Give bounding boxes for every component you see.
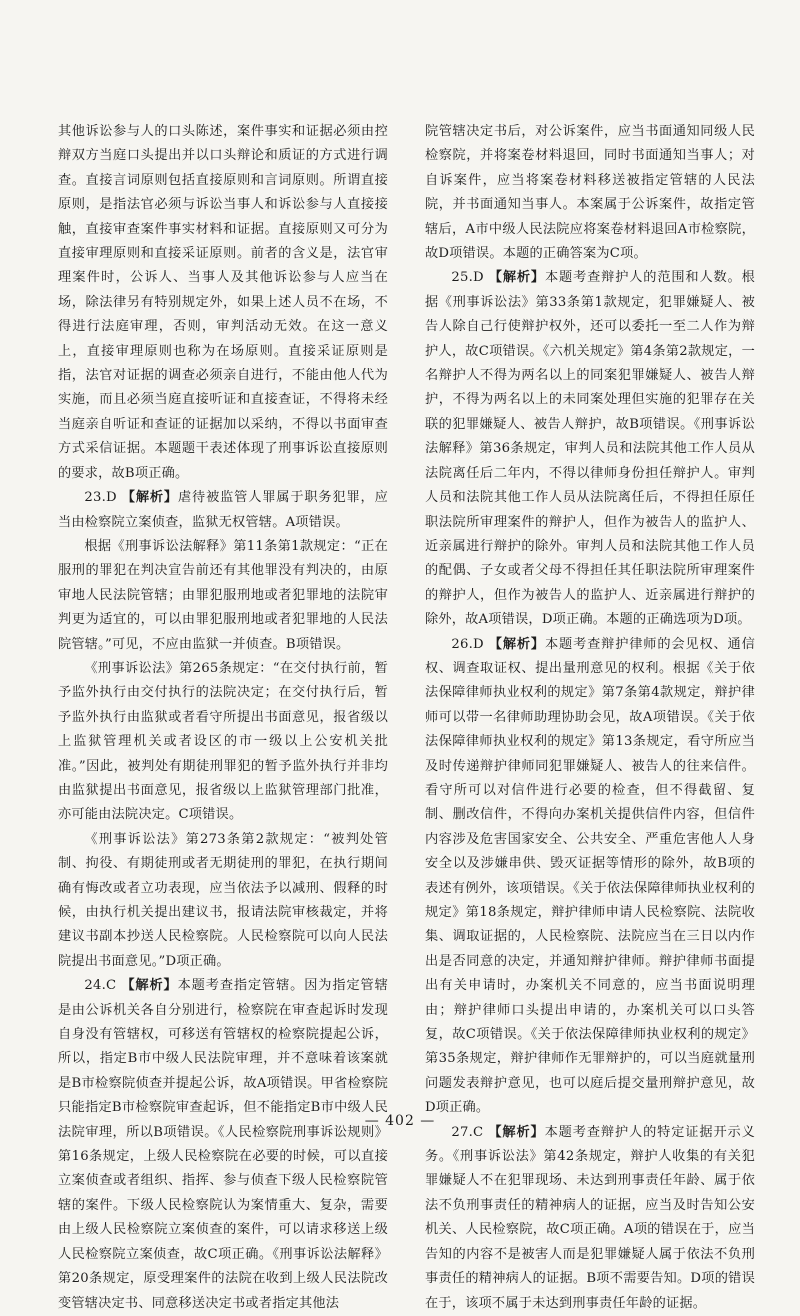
paragraph <box>425 120 755 266</box>
paragraph <box>58 535 388 657</box>
analysis-tag: 【解析】 <box>488 270 545 286</box>
left-column <box>58 120 388 1316</box>
paragraph-text: 本题考查辩护律师的会见权、通信权、调查取证权、提出量刑意见的权利。根据《关于依法保障律师执业权利的规定》第7条第4款规定，辩护律师可以带一名律师助理协助会见，故A项错误。《关于依法保障律师执业权利的规定》第13条规定，看守所应当及时传递辩护律师同犯罪嫌疑人、被告人的往来信件。看守所可以对信件进行必要的检查，但不得截留、复制、删改信件，不得向办案机关提供信件内容，但信件内容涉及危害国家安全、公共安全、严重危害他人人身安全以及涉嫌串供、毁灭证据等情形的除外，故B项的表述有例外，该项错误。《关于依法保障律师执业权利的规定》第18条规定，辩护律师申请人民检察院、法院收集、调取证据的，人民检察院、法院应当在三日以内作出是否同意的决定，并通知辩护律师。辩护律师书面提出有关申请时，办案机关不同意的，应当书面说明理由；辩护律师口头提出申请的，办案机关可以口头答复，故C项错误。《关于依法保障律师执业权利的规定》第35条规定，辩护律师作无罪辩护的，可以当庭就量刑问题发表辩护意见，也可以庭后提交量刑辩护意见，故D项正确。 <box>425 636 755 1116</box>
paragraph <box>425 1121 755 1316</box>
paragraph-text: 24.C <box>84 978 122 994</box>
paragraph <box>425 633 755 1121</box>
paragraph-text: 本题考查指定管辖。因为指定管辖是由公诉机关各自分别进行，检察院在审查起诉时发现自身没有管辖权，可移送有管辖权的检察院提起公诉，所以，指定B市中级人民法院审理，并不意味着该案就是B市检察院侦查并提起公诉，故A项错误。甲省检察院只能指定B市检察院审查起诉，但不能指定B市中级人民法院审理，所以B项错误。《人民检察院刑事诉讼规则》第16条规定，上级人民检察院在必要的时候，可以直接立案侦查或者组织、指挥、参与侦查下级人民检察院管辖的案件。下级人民检察院认为案情重大、复杂，需要由上级人民检察院立案侦查的案件，可以请求移送上级人民检察院立案侦查，故C项正确。《刑事诉讼法解释》第20条规定，原受理案件的法院在收到上级人民法院改变管辖决定书、同意移送决定书或者指定其他法 <box>58 978 388 1311</box>
page-number: — 402 — <box>364 1113 436 1129</box>
paragraph-text: 25.D <box>451 270 489 286</box>
paragraph-text: 根据《刑事诉讼法解释》第11条第1款规定：“正在服刑的罪犯在判决宣告前还有其他罪没有判决的，由原审地人民法院管辖；由罪犯服刑地或者犯罪地的法院审判更为适宜的，可以由罪犯服刑地或者犯罪地的人民法院管辖。”可见，不应由监狱一并侦查。B项错误。 <box>58 538 388 652</box>
paragraph <box>58 657 388 828</box>
paragraph-text: 虐待被监管人罪属于职务犯罪，应当由检察院立案侦查，监狱无权管辖。A项错误。 <box>58 490 388 530</box>
paragraph-text: 26.D <box>451 636 489 652</box>
analysis-tag: 【解析】 <box>488 636 545 652</box>
paragraph-text: 23.D <box>84 490 122 506</box>
analysis-tag: 【解析】 <box>121 978 178 994</box>
paragraph <box>58 486 388 535</box>
paragraph <box>425 266 755 632</box>
paragraph-text: 本题考查辩护人的特定证据开示义务。《刑事诉讼法》第42条规定，辩护人收集的有关犯罪嫌疑人不在犯罪现场、未达到刑事责任年龄、属于依法不负刑事责任的精神病人的证据，应当及时告知公安机关、人民检察院，故C项正确。A项的错误在于，应当告知的内容不是被害人而是犯罪嫌疑人属于依法不负刑事责任的精神病人的证据。B项不需要告知。D项的错误在于，该项不属于未达到刑事责任年龄的证据。 <box>425 1124 755 1311</box>
paragraph-text: 院管辖决定书后，对公诉案件，应当书面通知同级人民检察院，并将案卷材料退回，同时书面通知当事人；对自诉案件，应当将案卷材料移送被指定管辖的人民法院，并书面通知当事人。本案属于公诉案件，故指定管辖后，A市中级人民法院应将案卷材料退回A市检察院，故D项错误。本题的正确答案为C项。 <box>425 124 755 262</box>
analysis-tag: 【解析】 <box>121 490 178 506</box>
paragraph <box>58 974 388 1316</box>
paragraph <box>58 828 388 974</box>
right-column <box>425 120 755 1316</box>
paragraph-text: 本题考查辩护人的范围和人数。根据《刑事诉讼法》第33条第1款规定，犯罪嫌疑人、被告人除自己行使辩护权外，还可以委托一至二人作为辩护人，故C项错误。《六机关规定》第4条第2款规定，一名辩护人不得为两名以上的同案犯罪嫌疑人、被告人辩护，不得为两名以上的未同案处理但实施的犯罪存在关联的犯罪嫌疑人、被告人辩护，故B项错误。《刑事诉讼法解释》第36条规定，审判人员和法院其他工作人员从法院离任后二年内，不得以律师身份担任辩护人。审判人员和法院其他工作人员从法院离任后，不得担任原任职法院所审理案件的辩护人，但作为被告人的监护人、近亲属进行辩护的除外。审判人员和法院其他工作人员的配偶、子女或者父母不得担任其任职法院所审理案件的辩护人，但作为被告人的监护人、近亲属进行辩护的除外，故A项错误，D项正确。本题的正确选项为D项。 <box>425 270 755 628</box>
paragraph-text: 其他诉讼参与人的口头陈述，案件事实和证据必须由控辩双方当庭口头提出并以口头辩论和质证的方式进行调查。直接言词原则包括直接原则和言词原则。所谓直接原则，是指法官必须与诉讼当事人和诉讼参与人直接接触，直接审查案件事实材料和证据。直接原则又可分为直接审理原则和直接采证原则。前者的含义是，法官审理案件时，公诉人、当事人及其他诉讼参与人应当在场，除法律另有特别规定外，如果上述人员不在场，不得进行法庭审理，否则，审判活动无效。在这一意义上，直接审理原则也称为在场原则。直接采证原则是指，法官对证据的调查必须亲自进行，不能由他人代为实施，而且必须当庭直接听证和直接查证，不得将未经当庭亲自听证和查证的证据加以采纳，不得以书面审查方式采信证据。本题题干表述体现了刑事诉讼直接原则的要求，故B项正确。 <box>58 124 388 481</box>
paragraph-text: 27.C <box>451 1124 489 1140</box>
analysis-tag: 【解析】 <box>488 1124 545 1140</box>
paragraph <box>58 120 388 486</box>
paragraph-text: 《刑事诉讼法》第273条第2款规定：“被判处管制、拘役、有期徒刑或者无期徒刑的罪犯，在执行期间确有悔改或者立功表现，应当依法予以减刑、假释的时候，由执行机关提出建议书，报请法院审核裁定，并将建议书副本抄送人民检察院。人民检察院可以向人民法院提出书面意见。”D项正确。 <box>58 831 388 969</box>
paragraph-text: 《刑事诉讼法》第265条规定：“在交付执行前，暂予监外执行由交付执行的法院决定；在交付执行后，暂予监外执行由监狱或者看守所提出书面意见，报省级以上监狱管理机关或者设区的市一级以上公安机关批准。”因此，被判处有期徒刑罪犯的暂予监外执行并非均由监狱提出书面意见，报省级以上监狱管理部门批准，亦可能由法院决定。C项错误。 <box>58 660 388 823</box>
